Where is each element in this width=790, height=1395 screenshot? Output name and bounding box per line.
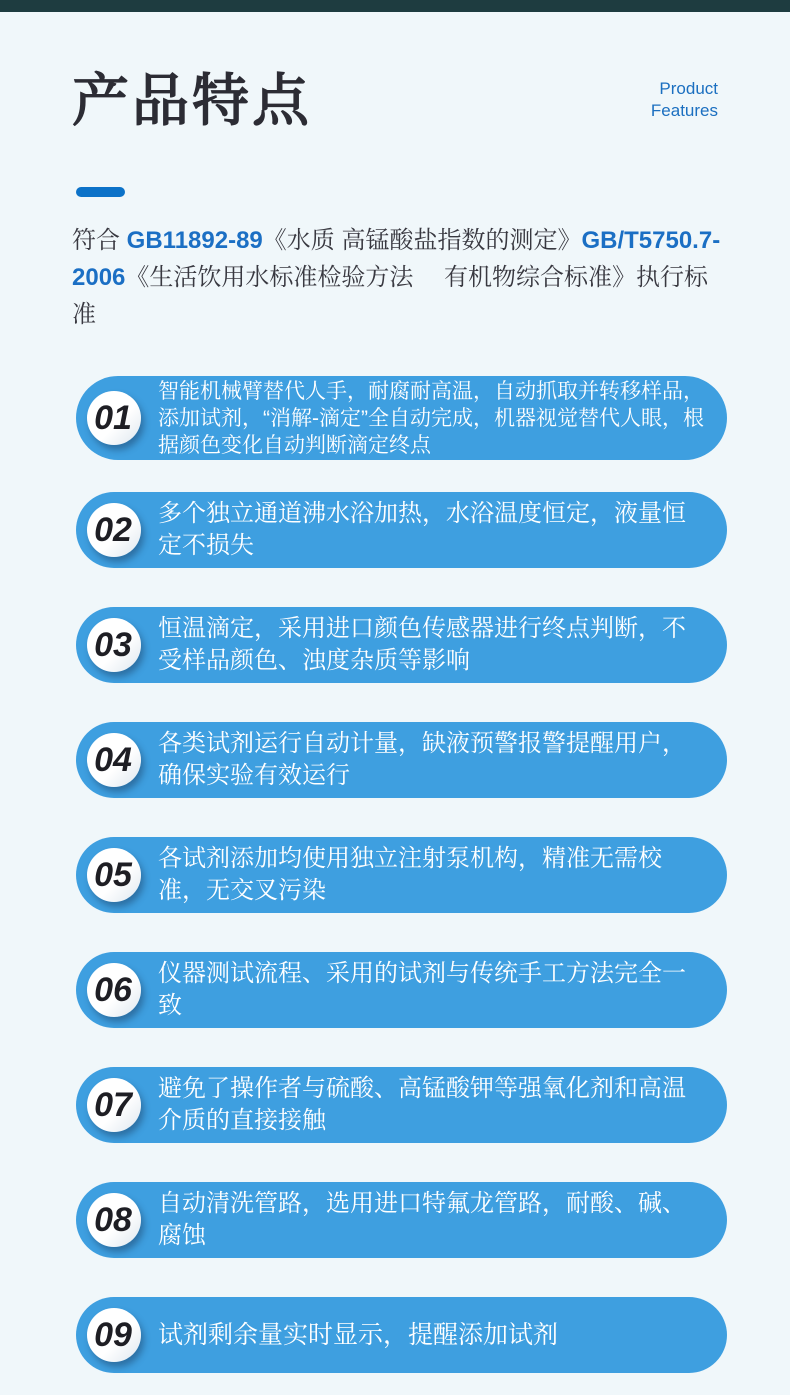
feature-number: 02 bbox=[94, 510, 132, 549]
feature-item bbox=[76, 952, 727, 1028]
page-title: 产品特点 bbox=[72, 69, 312, 133]
top-divider-bar bbox=[0, 0, 790, 12]
standards-text: 《水质 高锰酸盐指数的测定》 bbox=[262, 227, 582, 254]
feature-number-badge bbox=[87, 733, 141, 787]
feature-number-badge bbox=[87, 503, 141, 557]
feature-number-badge bbox=[87, 391, 141, 445]
feature-number: 03 bbox=[94, 625, 132, 664]
feature-text: 仪器测试流程、采用的试剂与传统手工方法完全一致 bbox=[158, 960, 686, 1019]
page-title-english-line2: Features bbox=[650, 101, 718, 120]
feature-item bbox=[76, 1182, 727, 1258]
page-title-english bbox=[651, 78, 718, 122]
standard-code: GB/T5750.7-2006 bbox=[72, 227, 721, 291]
feature-item bbox=[76, 492, 727, 568]
feature-number: 06 bbox=[94, 970, 132, 1009]
feature-number: 04 bbox=[94, 740, 132, 779]
feature-text: 避免了操作者与硫酸、高锰酸钾等强氧化剂和高温介质的直接接触 bbox=[158, 1075, 686, 1134]
feature-item bbox=[76, 722, 727, 798]
standards-text: 《生活饮用水标准检验方法 有机物综合标准》执行标准 bbox=[72, 264, 709, 328]
standards-paragraph bbox=[72, 222, 732, 333]
feature-text: 各类试剂运行自动计量，缺液预警报警提醒用户，确保实验有效运行 bbox=[158, 730, 686, 789]
feature-list bbox=[76, 376, 727, 1373]
feature-number-badge bbox=[87, 1193, 141, 1247]
standard-code: GB11892-89 bbox=[126, 227, 263, 254]
feature-number-badge bbox=[87, 1308, 141, 1362]
feature-number-badge bbox=[87, 1078, 141, 1132]
feature-item bbox=[76, 1297, 727, 1373]
feature-text: 试剂剩余量实时显示，提醒添加试剂 bbox=[158, 1321, 559, 1349]
feature-number: 08 bbox=[94, 1200, 132, 1239]
feature-number: 09 bbox=[94, 1315, 132, 1354]
feature-number: 07 bbox=[94, 1085, 132, 1124]
feature-number: 01 bbox=[94, 398, 132, 437]
feature-text: 自动清洗管路，选用进口特氟龙管路，耐酸、碱、腐蚀 bbox=[158, 1190, 686, 1249]
feature-text: 多个独立通道沸水浴加热，水浴温度恒定，液量恒定不损失 bbox=[158, 500, 686, 559]
page-title-english-line1: Product bbox=[659, 79, 718, 98]
feature-number: 05 bbox=[94, 855, 132, 894]
feature-item bbox=[76, 1067, 727, 1143]
feature-text: 恒温滴定，采用进口颜色传感器进行终点判断，不受样品颜色、浊度杂质等影响 bbox=[158, 615, 686, 674]
title-underline-dash bbox=[76, 187, 125, 197]
feature-item bbox=[76, 607, 727, 683]
standards-text: 符合 bbox=[72, 227, 127, 254]
feature-text: 各试剂添加均使用独立注射泵机构，精准无需校准，无交叉污染 bbox=[158, 845, 662, 904]
feature-number-badge bbox=[87, 848, 141, 902]
feature-text: 智能机械臂替代人手，耐腐耐高温，自动抓取并转移样品，添加试剂，“消解-滴定”全自动完成，机器视觉替代人眼，根据颜色变化自动判断滴定终点 bbox=[158, 379, 704, 457]
feature-item bbox=[76, 376, 727, 460]
feature-number-badge bbox=[87, 618, 141, 672]
feature-item bbox=[76, 837, 727, 913]
feature-number-badge bbox=[87, 963, 141, 1017]
